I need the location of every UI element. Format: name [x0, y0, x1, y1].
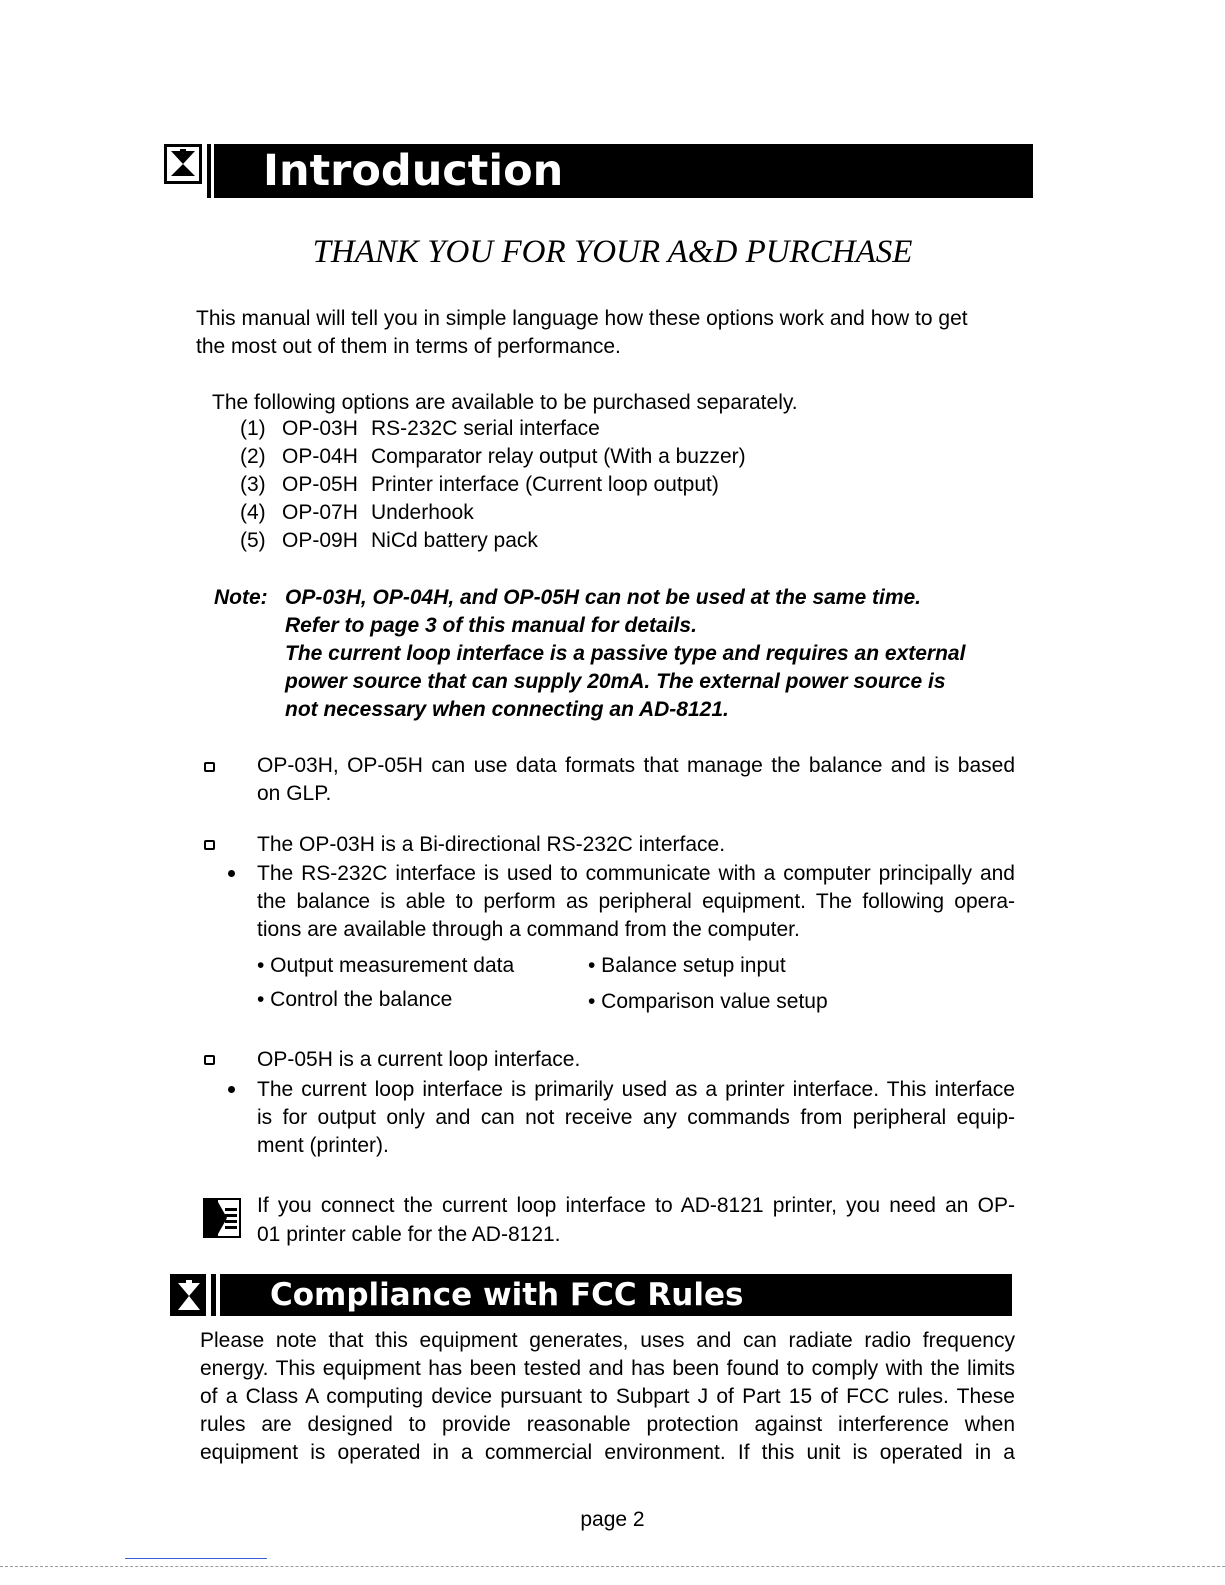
op03-heading: The OP-03H is a Bi-directional RS-232C interface. [257, 833, 726, 856]
bottom-divider [0, 1566, 1225, 1567]
checkbox-bullet-icon [204, 762, 215, 772]
op05-line: is for output only and can not receive any commands from peripheral equip- [257, 1106, 1015, 1129]
fcc-line: rules are designed to provide reasonable protection against interference when [200, 1413, 1015, 1436]
page-number: page 2 [580, 1508, 645, 1531]
op03-line: The RS-232C interface is used to communicate with a computer principally and [257, 862, 1015, 885]
footer-link-underline [125, 1558, 267, 1559]
operation-item: • Output measurement data [257, 954, 515, 977]
header-divider [211, 1274, 216, 1316]
list-item: (5) OP-09H NiCd battery pack [240, 529, 538, 552]
note-label: Note: [214, 586, 268, 609]
op03-line: the balance is able to perform as peripheral equipment. The following opera- [257, 890, 1015, 913]
options-intro: The following options are available to be purchased separately. [212, 391, 798, 414]
intro-paragraph-line: This manual will tell you in simple language how these options work and how to get [196, 307, 968, 330]
fcc-line: energy. This equipment has been tested and has been found to comply with the limits [200, 1357, 1015, 1380]
bullet-icon [228, 1086, 235, 1093]
section-title: Compliance with FCC Rules [270, 1277, 744, 1313]
checkbox-bullet-icon [204, 1055, 215, 1065]
header-divider [207, 144, 211, 198]
section-header-introduction [214, 144, 1033, 198]
memo-icon [203, 1198, 241, 1238]
bullet-icon [228, 870, 235, 877]
intro-paragraph-line: the most out of them in terms of performance. [196, 335, 621, 358]
op05-heading: OP-05H is a current loop interface. [257, 1048, 581, 1071]
list-item: (3) OP-05H Printer interface (Current loop output) [240, 473, 719, 496]
option-list [240, 415, 746, 555]
fcc-line: equipment is operated in a commercial environment. If this unit is operated in a [200, 1441, 1015, 1464]
note-line: power source that can supply 20mA. The external power source is [285, 670, 946, 693]
note-line: not necessary when connecting an AD-8121. [285, 698, 729, 721]
note-line: The current loop interface is a passive type and requires an external [285, 642, 966, 665]
download-arrow-icon [170, 1274, 206, 1316]
checkbox-bullet-icon [204, 840, 215, 850]
op03-line: tions are available through a command from the computer. [257, 918, 800, 941]
list-item: (4) OP-07H Underhook [240, 501, 474, 524]
list-item: (2) OP-04H Comparator relay output (With a buzzer) [240, 445, 746, 468]
operation-item: • Comparison value setup [588, 990, 828, 1013]
section-header-fcc [220, 1274, 1012, 1316]
operation-item: • Control the balance [257, 988, 453, 1011]
fcc-line: Please note that this equipment generates, uses and can radiate radio frequency [200, 1329, 1015, 1352]
operation-item: • Balance setup input [588, 954, 786, 977]
note-line: Refer to page 3 of this manual for details. [285, 614, 697, 637]
section-title: Introduction [263, 146, 564, 196]
glp-line: OP-03H, OP-05H can use data formats that manage the balance and is based [257, 754, 1015, 777]
tip-line: 01 printer cable for the AD-8121. [257, 1223, 561, 1246]
note-line: OP-03H, OP-04H, and OP-05H can not be used at the same time. [285, 586, 922, 609]
fcc-line: of a Class A computing device pursuant to Subpart J of Part 15 of FCC rules. These [200, 1385, 1015, 1408]
page-title: THANK YOU FOR YOUR A&D PURCHASE [312, 234, 913, 270]
download-arrow-icon [164, 144, 202, 184]
op05-line: The current loop interface is primarily used as a printer interface. This interface [257, 1078, 1015, 1101]
tip-line: If you connect the current loop interface to AD-8121 printer, you need an OP- [257, 1194, 1015, 1217]
glp-line: on GLP. [257, 782, 332, 805]
list-item: (1) OP-03H RS-232C serial interface [240, 417, 600, 440]
op05-line: ment (printer). [257, 1134, 389, 1157]
